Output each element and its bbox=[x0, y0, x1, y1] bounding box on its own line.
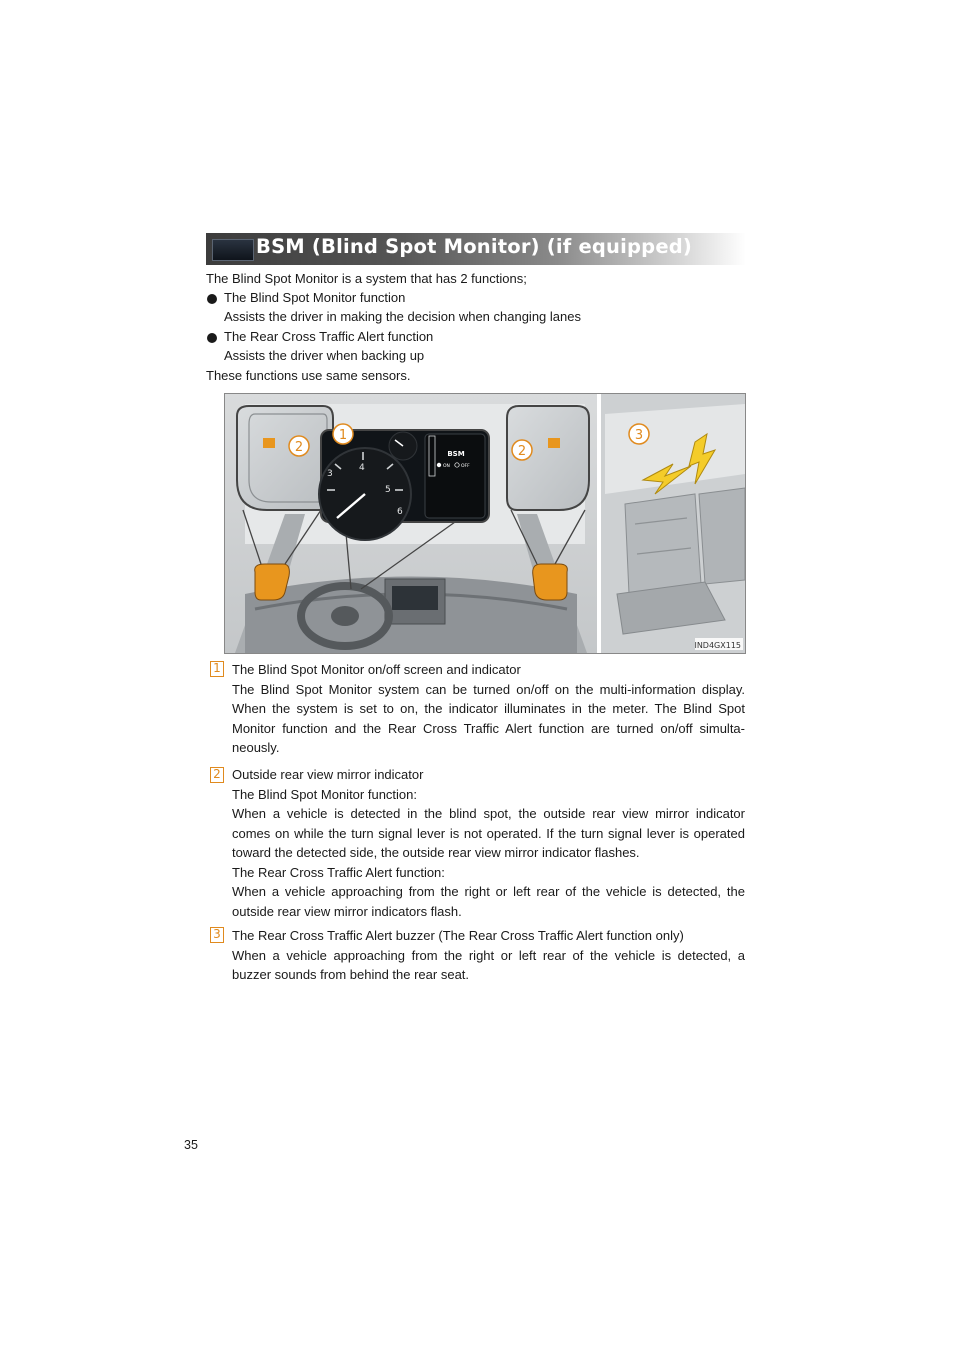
bullet-description: Assists the driver in making the decision when changing lanes bbox=[224, 309, 581, 324]
left-mirror-indicator-icon bbox=[263, 438, 275, 448]
callout-number: 2 bbox=[517, 444, 527, 459]
rear-seat-back bbox=[625, 494, 701, 594]
callout-3 bbox=[629, 424, 649, 444]
bullet-icon bbox=[207, 333, 217, 343]
section-banner-icon bbox=[212, 239, 254, 261]
item-heading: Outside rear view mirror indicator bbox=[232, 767, 424, 782]
gauge-tick-label: 6 bbox=[397, 507, 403, 517]
item-text-line: buzzer sounds from behind the rear seat. bbox=[232, 967, 470, 982]
callout-1 bbox=[333, 424, 353, 444]
callout-number: 1 bbox=[338, 428, 348, 443]
item-text-line: When a vehicle approaching from the right or left rear of the vehicle is detected, the bbox=[232, 884, 745, 899]
callout-2-right bbox=[512, 440, 532, 460]
item-text-line: outside rear view mirror indicators flash. bbox=[232, 903, 462, 919]
intro-lead: The Blind Spot Monitor is a system that has 2 functions; bbox=[206, 271, 527, 286]
figure-code: IND4GX115 bbox=[694, 641, 741, 650]
item-text-line: Monitor function and the Rear Cross Traffic Alert function are turned on/off simulta- bbox=[232, 720, 745, 736]
callout-number: 3 bbox=[634, 428, 644, 443]
bullet-icon bbox=[207, 294, 217, 304]
item-text-line: toward the detected side, the outside rear view mirror indicator flashes. bbox=[232, 845, 640, 860]
item-text-line: When the system is set to on, the indicator illuminates in the meter. The Blind Spot bbox=[232, 701, 745, 716]
gauge-tick-label: 4 bbox=[359, 463, 365, 473]
bullet-description: Assists the driver when backing up bbox=[224, 348, 425, 363]
item-number-badge: 3 bbox=[210, 927, 224, 943]
bullet-title: The Rear Cross Traffic Alert function bbox=[224, 329, 434, 344]
item-text-line: neously. bbox=[232, 740, 280, 755]
item-number-badge: 1 bbox=[210, 661, 224, 677]
item-text-line: comes on while the turn signal lever is not operated. If the turn signal lever is operated bbox=[232, 825, 745, 841]
page-number: 35 bbox=[184, 1138, 198, 1152]
item-1 bbox=[232, 660, 745, 758]
bullet-title: The Blind Spot Monitor function bbox=[224, 290, 406, 305]
section-title: BSM (Blind Spot Monitor) (if equipped) bbox=[256, 235, 693, 258]
item-text-line: When a vehicle approaching from the right or left rear of the vehicle is detected, a bbox=[232, 947, 745, 963]
item-text-line: The Blind Spot Monitor system can be turned on/off on the multi-information display. bbox=[232, 681, 745, 697]
item-2 bbox=[232, 765, 745, 921]
item-text-line: The Rear Cross Traffic Alert function: bbox=[232, 864, 445, 880]
item-3 bbox=[232, 926, 745, 985]
bsm-display-label: BSM bbox=[447, 450, 465, 458]
callout-number: 2 bbox=[294, 440, 304, 455]
left-outside-mirror bbox=[255, 564, 290, 600]
right-mirror-indicator-icon bbox=[548, 438, 560, 448]
display-on-label: ON bbox=[443, 464, 450, 469]
section-banner bbox=[206, 233, 746, 265]
gauge-tick-label: 5 bbox=[385, 485, 391, 495]
intro-closing: These functions use same sensors. bbox=[206, 368, 411, 383]
display-off-label: OFF bbox=[461, 464, 470, 469]
item-heading: The Blind Spot Monitor on/off screen and indicator bbox=[232, 662, 521, 677]
item-number-badge: 2 bbox=[210, 767, 224, 783]
callout-2-left bbox=[289, 436, 309, 456]
bsm-illustration bbox=[224, 393, 746, 654]
gauge-tick-label: 3 bbox=[327, 469, 333, 479]
item-text-line: When a vehicle is detected in the blind spot, the outside rear view mirror indicator bbox=[232, 806, 745, 821]
right-outside-mirror bbox=[533, 564, 568, 600]
item-text-line: The Blind Spot Monitor function: bbox=[232, 786, 417, 802]
item-heading: The Rear Cross Traffic Alert buzzer (The Rear Cross Traffic Alert function only) bbox=[232, 928, 684, 943]
